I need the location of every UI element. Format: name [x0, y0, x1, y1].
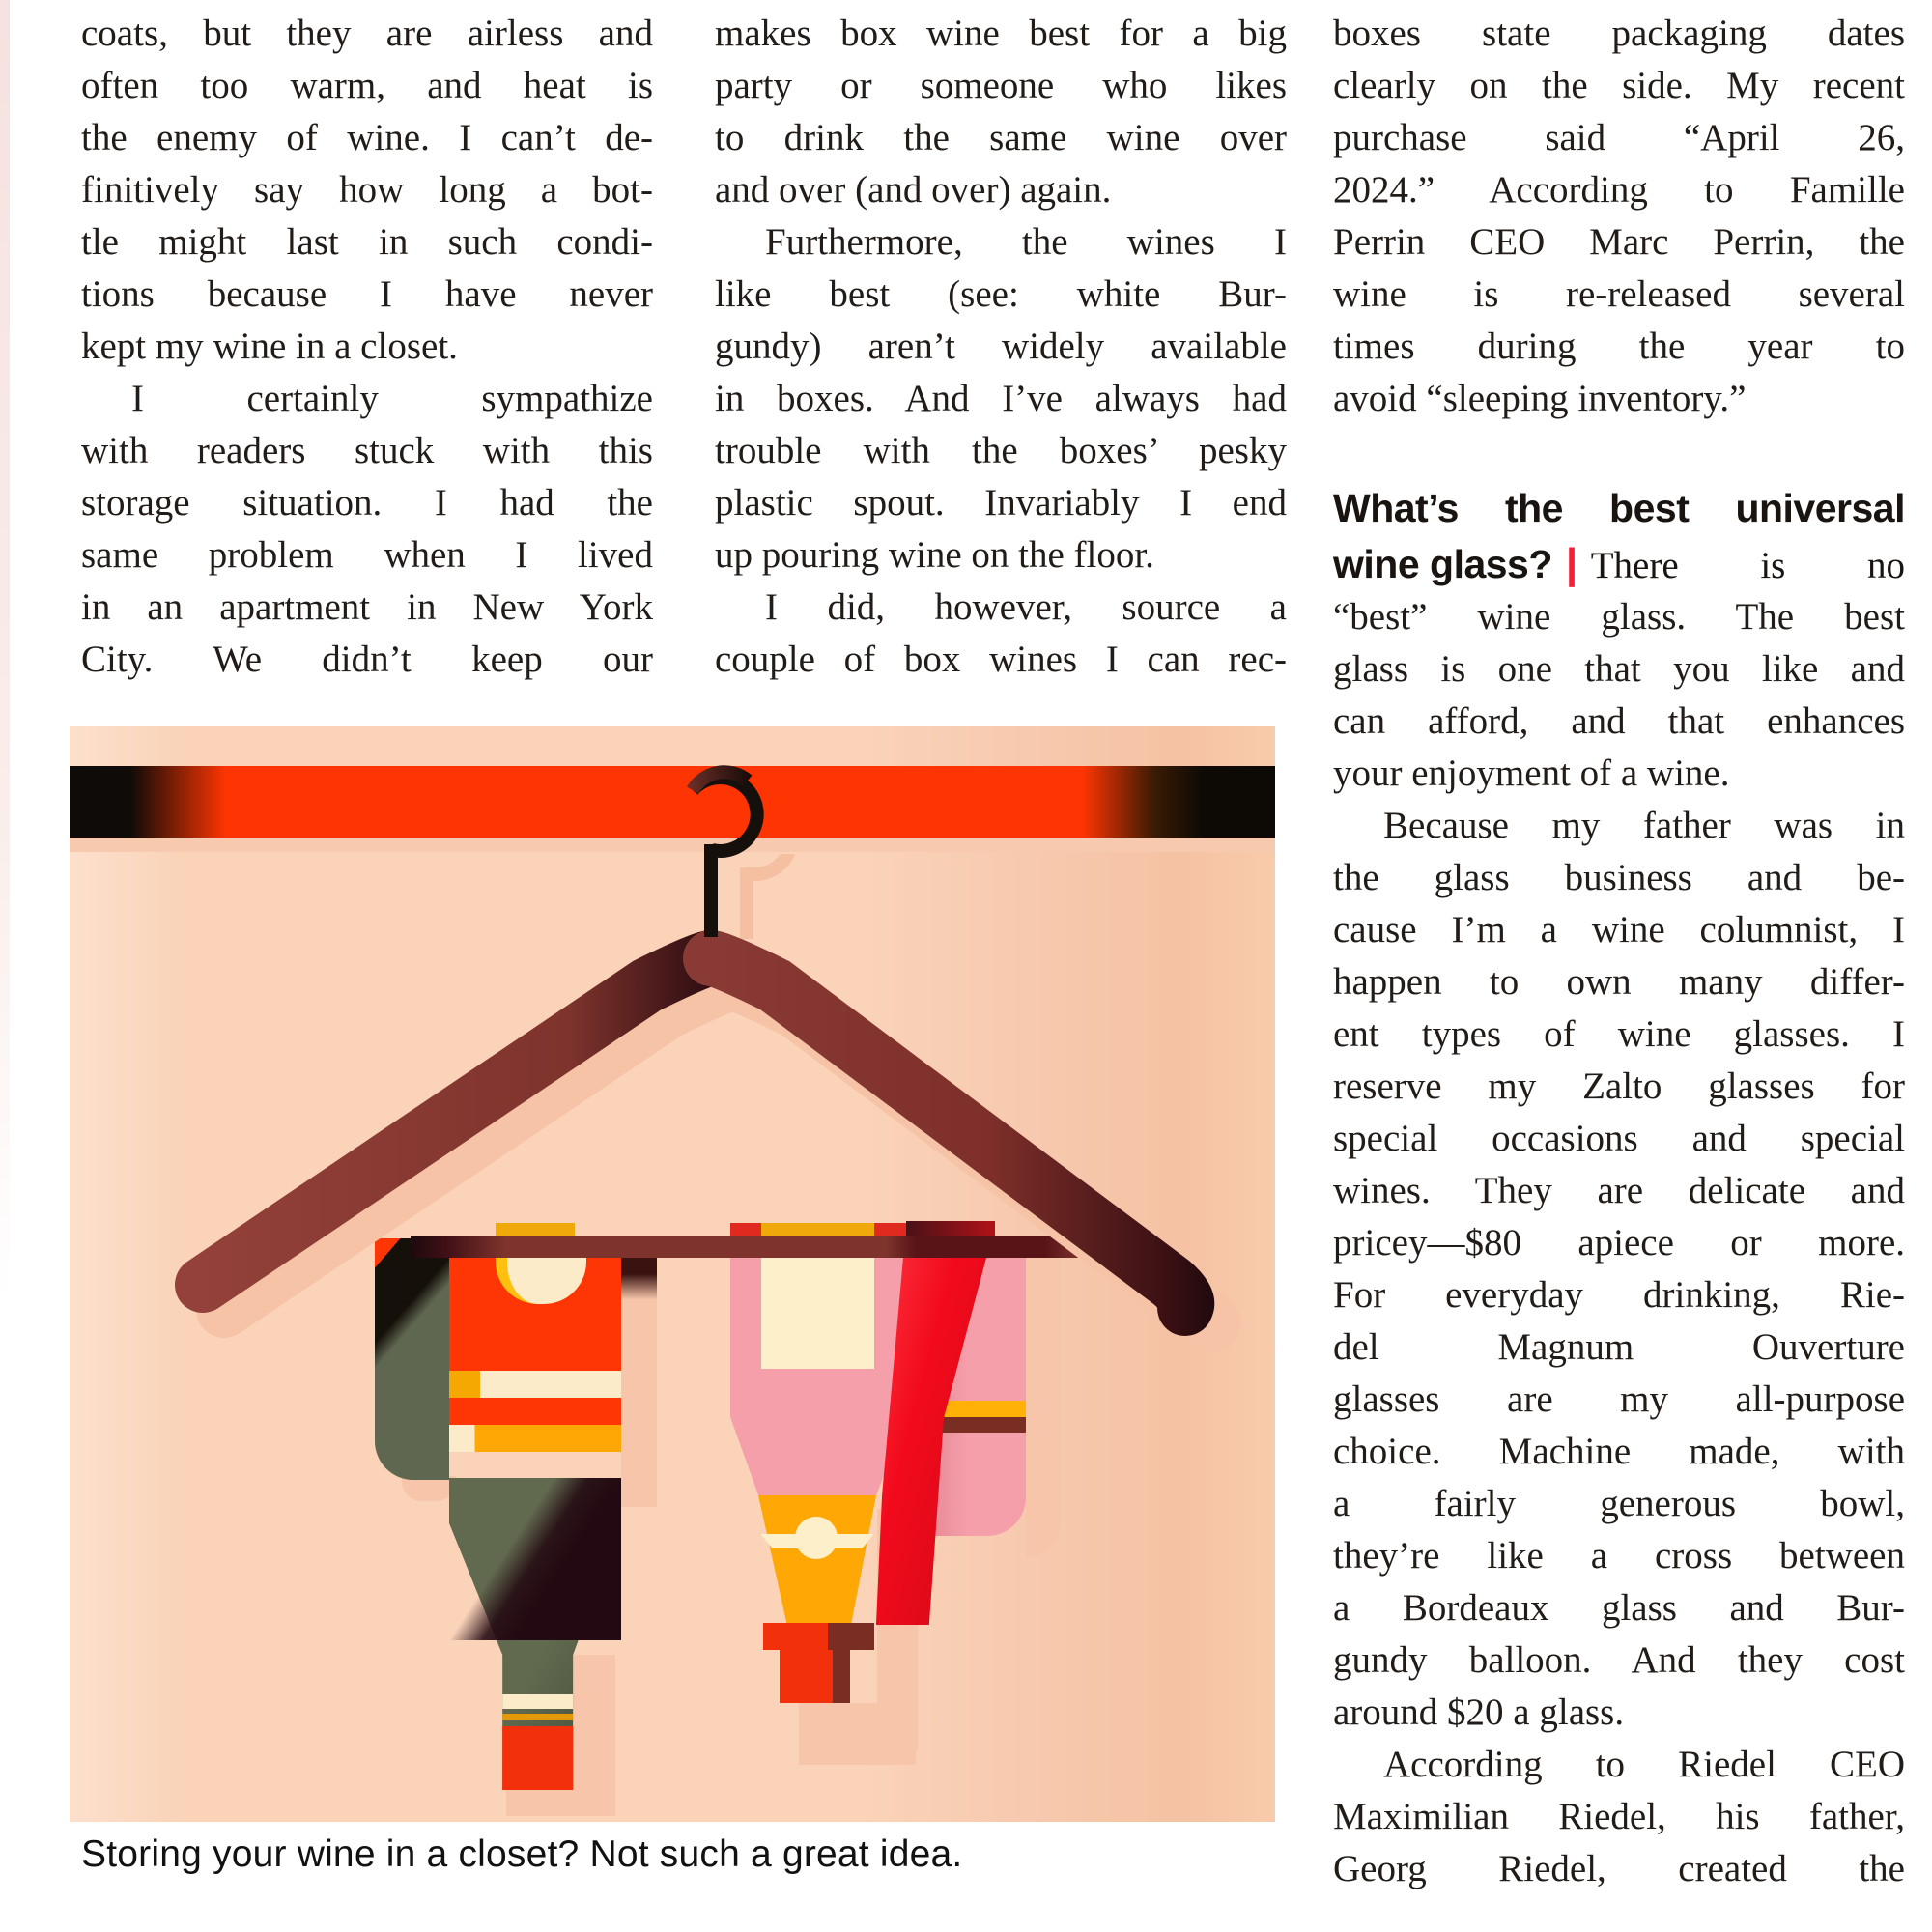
photo-caption: Storing your wine in a closet? Not such a great idea.: [81, 1833, 963, 1875]
text-line: Furthermore, the wines I: [765, 221, 1287, 263]
qa-heading-line2: [1333, 536, 1905, 591]
column3-answer: [1333, 591, 1905, 1895]
text-line: can afford, and that enhances: [1333, 700, 1905, 742]
text-line: del Magnum Ouverture: [1333, 1326, 1905, 1368]
text-line: Perrin CEO Marc Perrin, the: [1333, 221, 1905, 263]
text-line: “best” wine glass. The best: [1333, 596, 1905, 638]
text-line: gundy balloon. And they cost: [1333, 1639, 1905, 1681]
article-column-1: [81, 8, 653, 686]
text-line: Maximilian Riedel, his father,: [1333, 1796, 1905, 1837]
text-line: pricey—$80 apiece or more.: [1333, 1222, 1905, 1264]
hanger-arm-right: [711, 958, 1186, 1308]
text-line: I did, however, source a: [765, 586, 1287, 628]
text-line: finitively say how long a bot-: [81, 169, 653, 211]
closet-illustration: [70, 726, 1275, 1822]
text-line: glasses are my all-purpose: [1333, 1378, 1905, 1420]
column3-intro: [1333, 8, 1905, 425]
text-line: Georg Riedel, created the: [1333, 1848, 1905, 1889]
text-line: party or someone who likes: [715, 65, 1287, 106]
text-line: cause I’m a wine columnist, I: [1333, 909, 1905, 951]
text-line: they’re like a cross between: [1333, 1535, 1905, 1577]
text-line: purchase said “April 26,: [1333, 117, 1905, 158]
text-line: and over (and over) again.: [715, 169, 1112, 211]
text-line: wines. They are delicate and: [1333, 1170, 1905, 1211]
text-line: up pouring wine on the floor.: [715, 534, 1154, 576]
red-bar-separator: |: [1565, 540, 1577, 587]
text-line: According to Riedel CEO: [1383, 1744, 1905, 1785]
text-line: in boxes. And I’ve always had: [715, 378, 1287, 419]
text-line: makes box wine best for a big: [715, 13, 1287, 54]
text-line: with readers stuck with this: [81, 430, 653, 471]
text-line: plastic spout. Invariably I end: [715, 482, 1287, 524]
text-line: same problem when I lived: [81, 534, 653, 576]
text-line: couple of box wines I can rec-: [715, 639, 1287, 680]
text-line: tions because I have never: [81, 273, 653, 315]
text-line: storage situation. I had the: [81, 482, 653, 524]
text-line: wine is re-released several: [1333, 273, 1905, 315]
text-line: special occasions and special: [1333, 1118, 1905, 1159]
text-line: times during the year to: [1333, 326, 1905, 367]
qa-answer-lead: There is no: [1590, 545, 1905, 586]
text-line: glass is one that you like and: [1333, 648, 1905, 690]
text-line: the enemy of wine. I can’t de-: [81, 117, 653, 158]
text-line: like best (see: white Bur-: [715, 273, 1287, 315]
text-line: trouble with the boxes’ pesky: [715, 430, 1287, 471]
text-line: happen to own many differ-: [1333, 961, 1905, 1003]
text-line: choice. Machine made, with: [1333, 1431, 1905, 1472]
text-line: the glass business and be-: [1333, 857, 1905, 898]
text-line: in an apartment in New York: [81, 586, 653, 628]
text-line: tle might last in such condi-: [81, 221, 653, 263]
text-line: gundy) aren’t widely available: [715, 326, 1287, 367]
text-line: clearly on the side. My recent: [1333, 65, 1905, 106]
text-line: avoid “sleeping inventory.”: [1333, 378, 1747, 419]
text-line: reserve my Zalto glasses for: [1333, 1065, 1905, 1107]
qa-heading-bold: wine glass?: [1333, 542, 1552, 586]
hanger-arm-left: [203, 958, 711, 1285]
hanger-hook: [693, 778, 757, 851]
text-line: boxes state packaging dates: [1333, 13, 1905, 54]
page-edge-shadow: [0, 0, 10, 1449]
text-line: coats, but they are airless and: [81, 13, 653, 54]
text-line: City. We didn’t keep our: [81, 639, 653, 680]
hanger-hook-stem: [704, 844, 718, 937]
text-line: ent types of wine glasses. I: [1333, 1013, 1905, 1055]
qa-heading: [1333, 481, 1905, 591]
text-line: around $20 a glass.: [1333, 1691, 1625, 1733]
text-line: kept my wine in a closet.: [81, 326, 458, 367]
text-line: a fairly generous bowl,: [1333, 1483, 1905, 1524]
text-line: a Bordeaux glass and Bur-: [1333, 1587, 1905, 1629]
text-line: 2024.” According to Famille: [1333, 169, 1905, 211]
text-line: to drink the same wine over: [715, 117, 1287, 158]
article-column-3: [1333, 8, 1905, 1895]
text-line: often too warm, and heat is: [81, 65, 653, 106]
text-line: For everyday drinking, Rie-: [1333, 1274, 1905, 1316]
text-line: I certainly sympathize: [131, 378, 653, 419]
clothes-hanger: [70, 726, 1275, 1822]
text-line: Because my father was in: [1383, 805, 1905, 846]
qa-heading-line1: What’s the best universal: [1333, 486, 1905, 530]
article-column-2: [715, 8, 1287, 686]
text-line: your enjoyment of a wine.: [1333, 753, 1730, 794]
